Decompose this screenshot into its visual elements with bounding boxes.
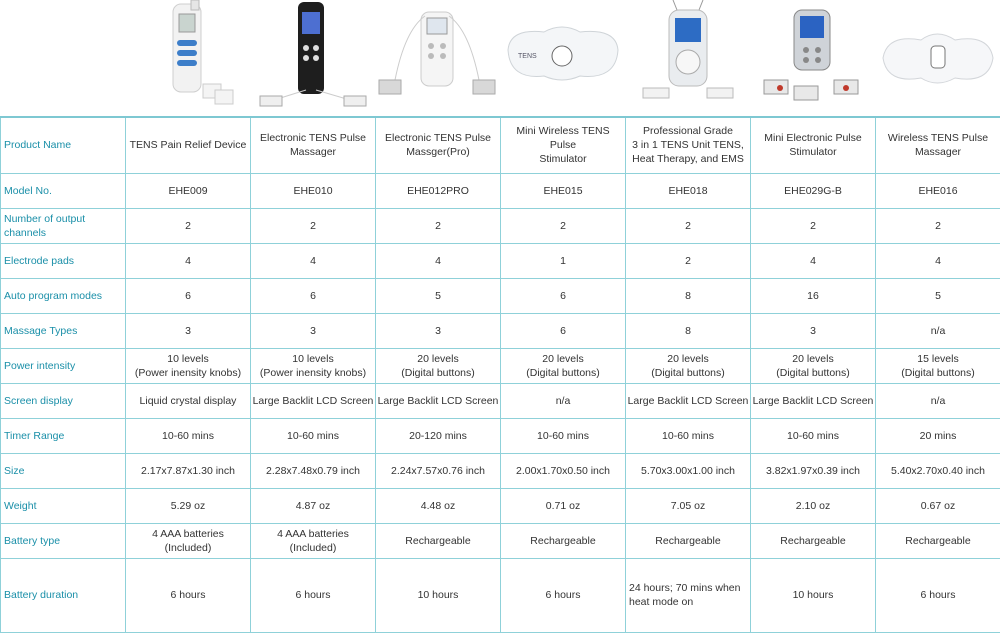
table-row xyxy=(1,523,1000,558)
cell-text: 4.87 oz xyxy=(252,499,374,513)
table-row xyxy=(1,117,1000,173)
cell-text: 5.29 oz xyxy=(127,499,249,513)
cell-text: 3.82x1.97x0.39 inch xyxy=(752,464,874,478)
cell-text: Massger(Pro) xyxy=(377,145,499,159)
cell-text: n/a xyxy=(502,394,624,408)
table-cell xyxy=(251,313,376,348)
table-cell xyxy=(251,383,376,418)
cell-text: Mini Electronic Pulse xyxy=(752,131,874,145)
cell-text: Stimulator xyxy=(752,145,874,159)
cell-text: 16 xyxy=(752,289,874,303)
table-cell xyxy=(126,243,251,278)
cell-text: 10 levels xyxy=(127,352,249,366)
cell-text: n/a xyxy=(877,394,999,408)
table-cell xyxy=(626,418,751,453)
table-cell xyxy=(376,558,501,632)
cell-text: 10-60 mins xyxy=(627,429,749,443)
cell-text: 4 xyxy=(252,254,374,268)
table-row xyxy=(1,348,1000,383)
table-cell xyxy=(251,348,376,383)
cell-text: Rechargeable xyxy=(877,534,999,548)
cell-text: 15 levels xyxy=(877,352,999,366)
cell-text: 2 xyxy=(252,219,374,233)
cell-text: 6 hours xyxy=(502,588,624,602)
table-cell xyxy=(251,208,376,243)
cell-text: heat mode on xyxy=(629,595,749,609)
table-cell xyxy=(751,383,876,418)
cell-text: Electronic TENS Pulse xyxy=(252,131,374,145)
cell-text: 20 levels xyxy=(627,352,749,366)
cell-text: 6 hours xyxy=(127,588,249,602)
table-cell xyxy=(501,523,626,558)
table-cell xyxy=(501,243,626,278)
cell-text: Massager xyxy=(877,145,999,159)
cell-text: Rechargeable xyxy=(377,534,499,548)
table-cell xyxy=(626,453,751,488)
table-cell xyxy=(501,348,626,383)
label-column-spacer xyxy=(0,0,125,116)
table-cell xyxy=(876,278,1000,313)
table-row xyxy=(1,453,1000,488)
table-row xyxy=(1,418,1000,453)
cell-text: (Digital buttons) xyxy=(877,366,999,380)
table-cell xyxy=(876,383,1000,418)
cell-text: 10-60 mins xyxy=(127,429,249,443)
table-cell xyxy=(126,278,251,313)
table-cell xyxy=(626,117,751,173)
table-cell xyxy=(376,488,501,523)
cell-text: Large Backlit LCD Screen xyxy=(252,394,374,408)
cell-text: Stimulator xyxy=(502,152,624,166)
row-label: Power intensity xyxy=(1,348,126,383)
cell-text: (Included) xyxy=(127,541,249,555)
cell-text: Rechargeable xyxy=(502,534,624,548)
table-cell xyxy=(376,418,501,453)
cell-text: EHE009 xyxy=(127,184,249,198)
table-cell xyxy=(251,453,376,488)
table-cell xyxy=(501,208,626,243)
table-cell xyxy=(251,418,376,453)
cell-text: 2 xyxy=(877,219,999,233)
cell-text: 0.71 oz xyxy=(502,499,624,513)
cell-text: (Included) xyxy=(252,541,374,555)
cell-text: 10 levels xyxy=(252,352,374,366)
table-cell xyxy=(751,313,876,348)
cell-text: 20 levels xyxy=(502,352,624,366)
table-row xyxy=(1,243,1000,278)
table-cell xyxy=(876,313,1000,348)
svg-text:TENS: TENS xyxy=(518,53,537,60)
cell-text: 5.70x3.00x1.00 inch xyxy=(627,464,749,478)
cell-text: (Digital buttons) xyxy=(752,366,874,380)
table-cell xyxy=(626,383,751,418)
table-cell xyxy=(501,418,626,453)
table-cell xyxy=(751,348,876,383)
row-label: Model No. xyxy=(1,173,126,208)
table-cell xyxy=(126,348,251,383)
table-cell xyxy=(751,208,876,243)
cell-text: 6 xyxy=(252,289,374,303)
row-label: Weight xyxy=(1,488,126,523)
table-cell xyxy=(626,523,751,558)
table-cell xyxy=(126,117,251,173)
cell-text: (Digital buttons) xyxy=(502,366,624,380)
cell-text: 2 xyxy=(127,219,249,233)
table-cell xyxy=(876,117,1000,173)
table-cell xyxy=(376,208,501,243)
cell-text: Rechargeable xyxy=(627,534,749,548)
cell-text: Professional Grade xyxy=(627,124,749,138)
row-label: Battery type xyxy=(1,523,126,558)
table-cell xyxy=(751,117,876,173)
table-cell xyxy=(626,313,751,348)
cell-text: 4.48 oz xyxy=(377,499,499,513)
cell-text: EHE016 xyxy=(877,184,999,198)
cell-text: TENS Pain Relief Device xyxy=(127,138,249,152)
cell-text: 6 xyxy=(127,289,249,303)
table-cell xyxy=(501,313,626,348)
cell-text: 2.17x7.87x1.30 inch xyxy=(127,464,249,478)
table-cell xyxy=(876,243,1000,278)
table-cell xyxy=(251,523,376,558)
table-cell xyxy=(751,243,876,278)
cell-text: 2.00x1.70x0.50 inch xyxy=(502,464,624,478)
row-label: Number of output channels xyxy=(1,208,126,243)
cell-text: 2 xyxy=(502,219,624,233)
cell-text: Liquid crystal display xyxy=(127,394,249,408)
table-cell xyxy=(126,208,251,243)
table-cell xyxy=(126,418,251,453)
table-cell xyxy=(501,488,626,523)
table-cell xyxy=(126,313,251,348)
cell-text: 10-60 mins xyxy=(502,429,624,443)
table-cell xyxy=(126,488,251,523)
table-cell xyxy=(376,453,501,488)
row-label: Electrode pads xyxy=(1,243,126,278)
cell-text: 3 xyxy=(127,324,249,338)
row-label: Timer Range xyxy=(1,418,126,453)
cell-text: 5 xyxy=(377,289,499,303)
table-cell xyxy=(126,173,251,208)
cell-text: 10 hours xyxy=(377,588,499,602)
cell-text: Mini Wireless TENS Pulse xyxy=(502,124,624,152)
cell-text: 2.10 oz xyxy=(752,499,874,513)
table-cell xyxy=(751,418,876,453)
table-cell xyxy=(376,383,501,418)
cell-text: 4 xyxy=(752,254,874,268)
table-cell xyxy=(626,488,751,523)
table-cell xyxy=(626,558,751,632)
cell-text: 8 xyxy=(627,324,749,338)
table-cell xyxy=(251,488,376,523)
table-cell xyxy=(376,348,501,383)
cell-text: 4 AAA batteries xyxy=(252,527,374,541)
cell-text: EHE015 xyxy=(502,184,624,198)
table-cell xyxy=(376,173,501,208)
cell-text: 6 hours xyxy=(252,588,374,602)
cell-text: 5.40x2.70x0.40 inch xyxy=(877,464,999,478)
cell-text: 4 xyxy=(127,254,249,268)
cell-text: Massager xyxy=(252,145,374,159)
table-cell xyxy=(876,208,1000,243)
3in1-tens-unit-image xyxy=(625,0,750,116)
table-cell xyxy=(876,558,1000,632)
table-cell xyxy=(751,488,876,523)
cell-text: 5 xyxy=(877,289,999,303)
comparison-table xyxy=(0,116,1000,633)
table-cell xyxy=(251,558,376,632)
table-cell xyxy=(376,278,501,313)
table-cell xyxy=(876,418,1000,453)
cell-text: 4 xyxy=(377,254,499,268)
wireless-tens-massager-image xyxy=(875,0,1000,116)
row-label: Battery duration xyxy=(1,558,126,632)
table-cell xyxy=(626,243,751,278)
table-cell xyxy=(876,488,1000,523)
table-cell xyxy=(251,278,376,313)
table-cell xyxy=(751,558,876,632)
row-label: Auto program modes xyxy=(1,278,126,313)
table-cell xyxy=(501,383,626,418)
table-row xyxy=(1,278,1000,313)
table-cell xyxy=(751,173,876,208)
cell-text: 4 xyxy=(877,254,999,268)
cell-text: Large Backlit LCD Screen xyxy=(627,394,749,408)
table-row xyxy=(1,558,1000,632)
cell-text: 2 xyxy=(627,219,749,233)
table-cell xyxy=(501,117,626,173)
cell-text: 6 xyxy=(502,289,624,303)
row-label: Massage Types xyxy=(1,313,126,348)
cell-text: 3 xyxy=(752,324,874,338)
cell-text: 1 xyxy=(502,254,624,268)
table-cell xyxy=(501,453,626,488)
cell-text: 2 xyxy=(377,219,499,233)
cell-text: 6 xyxy=(502,324,624,338)
cell-text: (Digital buttons) xyxy=(627,366,749,380)
cell-text: (Power inensity knobs) xyxy=(252,366,374,380)
table-cell xyxy=(751,278,876,313)
table-cell xyxy=(626,208,751,243)
cell-text: 20 mins xyxy=(877,429,999,443)
cell-text: Rechargeable xyxy=(752,534,874,548)
table-cell xyxy=(251,117,376,173)
cell-text: 2 xyxy=(627,254,749,268)
cell-text: 3 xyxy=(377,324,499,338)
table-cell xyxy=(376,117,501,173)
table-row xyxy=(1,173,1000,208)
cell-text: 2.24x7.57x0.76 inch xyxy=(377,464,499,478)
table-cell xyxy=(376,313,501,348)
cell-text: EHE010 xyxy=(252,184,374,198)
table-cell xyxy=(751,523,876,558)
table-cell xyxy=(251,173,376,208)
cell-text: EHE018 xyxy=(627,184,749,198)
cell-text: 0.67 oz xyxy=(877,499,999,513)
table-cell xyxy=(876,348,1000,383)
table-cell xyxy=(501,278,626,313)
table-cell xyxy=(126,558,251,632)
table-row xyxy=(1,313,1000,348)
table-row xyxy=(1,208,1000,243)
table-row xyxy=(1,488,1000,523)
black-tens-device-image xyxy=(250,0,375,116)
table-cell xyxy=(501,173,626,208)
row-label: Screen display xyxy=(1,383,126,418)
cell-text: Large Backlit LCD Screen xyxy=(377,394,499,408)
product-images-row xyxy=(0,0,1000,116)
cell-text: 24 hours; 70 mins when xyxy=(629,581,749,595)
table-row xyxy=(1,383,1000,418)
cell-text: 3 in 1 TENS Unit TENS, xyxy=(627,138,749,152)
cell-text: (Power inensity knobs) xyxy=(127,366,249,380)
cell-text: Electronic TENS Pulse xyxy=(377,131,499,145)
table-cell xyxy=(876,173,1000,208)
table-cell xyxy=(876,523,1000,558)
table-cell xyxy=(626,278,751,313)
cell-text: (Digital buttons) xyxy=(377,366,499,380)
tens-pro-device-image xyxy=(375,0,500,116)
cell-text: 8 xyxy=(627,289,749,303)
table-cell xyxy=(251,243,376,278)
table-cell xyxy=(126,523,251,558)
cell-text: Large Backlit LCD Screen xyxy=(752,394,874,408)
cell-text: Wireless TENS Pulse xyxy=(877,131,999,145)
wireless-tens-pad-image xyxy=(500,0,625,116)
table-cell xyxy=(376,243,501,278)
mini-tens-stimulator-image xyxy=(750,0,875,116)
cell-text: n/a xyxy=(877,324,999,338)
cell-text: 20-120 mins xyxy=(377,429,499,443)
cell-text: EHE029G-B xyxy=(752,184,874,198)
cell-text: 20 levels xyxy=(377,352,499,366)
cell-text: 4 AAA batteries xyxy=(127,527,249,541)
handheld-tens-device-image xyxy=(125,0,250,116)
table-cell xyxy=(126,453,251,488)
table-cell xyxy=(751,453,876,488)
cell-text: 10-60 mins xyxy=(752,429,874,443)
cell-text: EHE012PRO xyxy=(377,184,499,198)
row-label: Size xyxy=(1,453,126,488)
table-cell xyxy=(501,558,626,632)
table-cell xyxy=(626,348,751,383)
cell-text: 10-60 mins xyxy=(252,429,374,443)
cell-text: 2.28x7.48x0.79 inch xyxy=(252,464,374,478)
cell-text: 20 levels xyxy=(752,352,874,366)
cell-text: 3 xyxy=(252,324,374,338)
table-cell xyxy=(876,453,1000,488)
row-label: Product Name xyxy=(1,117,126,173)
cell-text: 6 hours xyxy=(877,588,999,602)
cell-text: 2 xyxy=(752,219,874,233)
cell-text: 10 hours xyxy=(752,588,874,602)
cell-text: 7.05 oz xyxy=(627,499,749,513)
table-cell xyxy=(376,523,501,558)
cell-text: Heat Therapy, and EMS xyxy=(627,152,749,166)
table-cell xyxy=(126,383,251,418)
table-cell xyxy=(626,173,751,208)
